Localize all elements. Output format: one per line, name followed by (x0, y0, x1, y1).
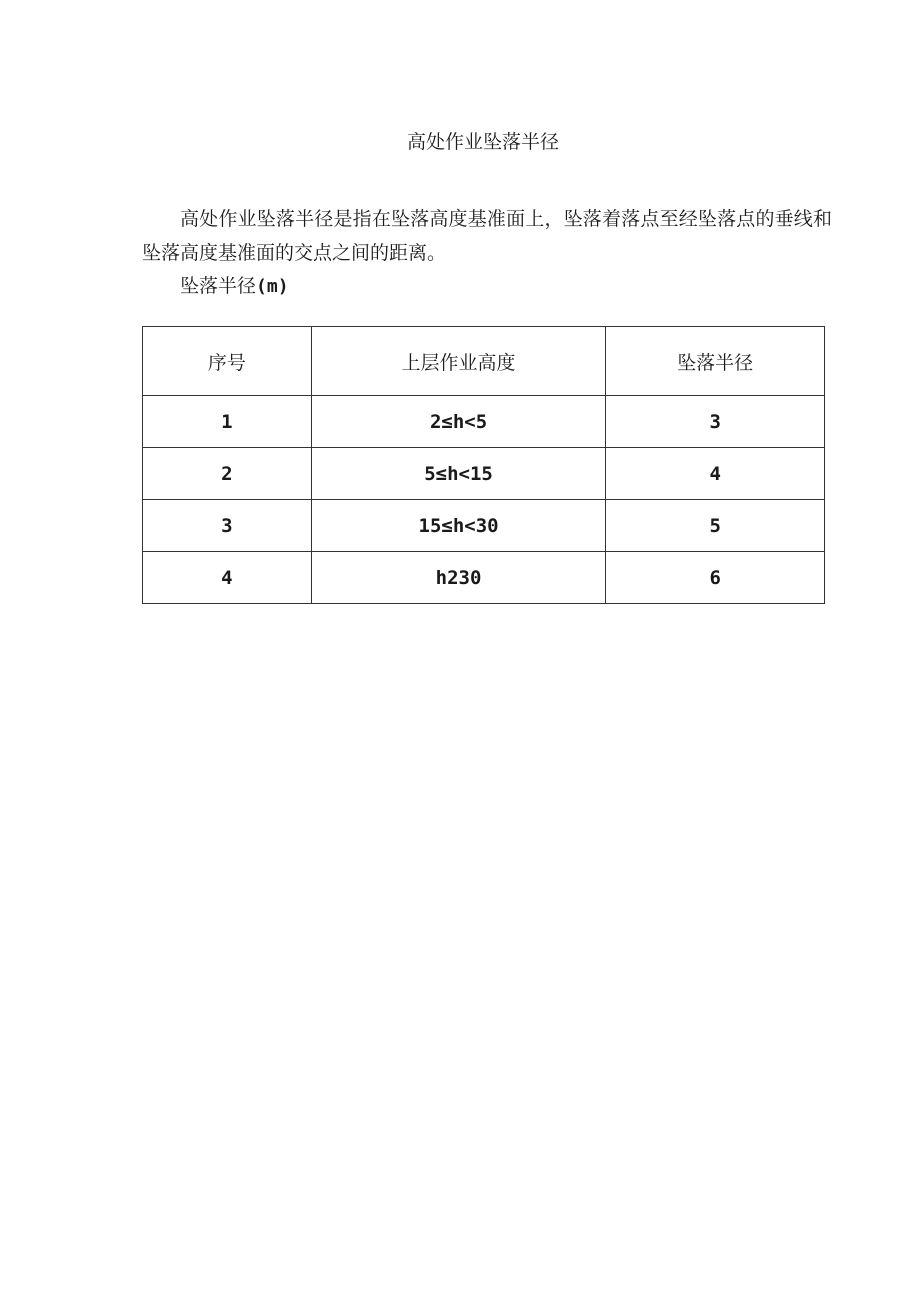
cell-height: h230 (311, 552, 606, 604)
cell-height: 2≤h<5 (311, 396, 606, 448)
cell-radius: 6 (606, 552, 825, 604)
table-row (143, 552, 825, 604)
cell-index: 4 (143, 552, 312, 604)
definition-paragraph: 高处作业坠落半径是指在坠落高度基准面上，坠落着落点至经坠落点的垂线和坠落高度基准面的交点之间的距离。 (142, 208, 832, 264)
fall-radius-table (142, 326, 825, 604)
page-title: 高处作业坠落半径 (406, 131, 559, 153)
cell-radius: 3 (606, 396, 825, 448)
cell-index: 1 (143, 396, 312, 448)
table-caption-unit: (m) (256, 276, 289, 297)
cell-height: 5≤h<15 (311, 448, 606, 500)
cell-index: 2 (143, 448, 312, 500)
header-height: 上层作业高度 (311, 327, 606, 396)
header-radius: 坠落半径 (606, 327, 825, 396)
table-row (143, 448, 825, 500)
cell-index: 3 (143, 500, 312, 552)
cell-radius: 5 (606, 500, 825, 552)
header-index: 序号 (143, 327, 312, 396)
cell-height: 15≤h<30 (311, 500, 606, 552)
cell-radius: 4 (606, 448, 825, 500)
table-header-row (143, 327, 825, 396)
table-row (143, 500, 825, 552)
table-row (143, 396, 825, 448)
table-caption (180, 272, 289, 301)
table-caption-text: 坠落半径 (180, 275, 257, 297)
